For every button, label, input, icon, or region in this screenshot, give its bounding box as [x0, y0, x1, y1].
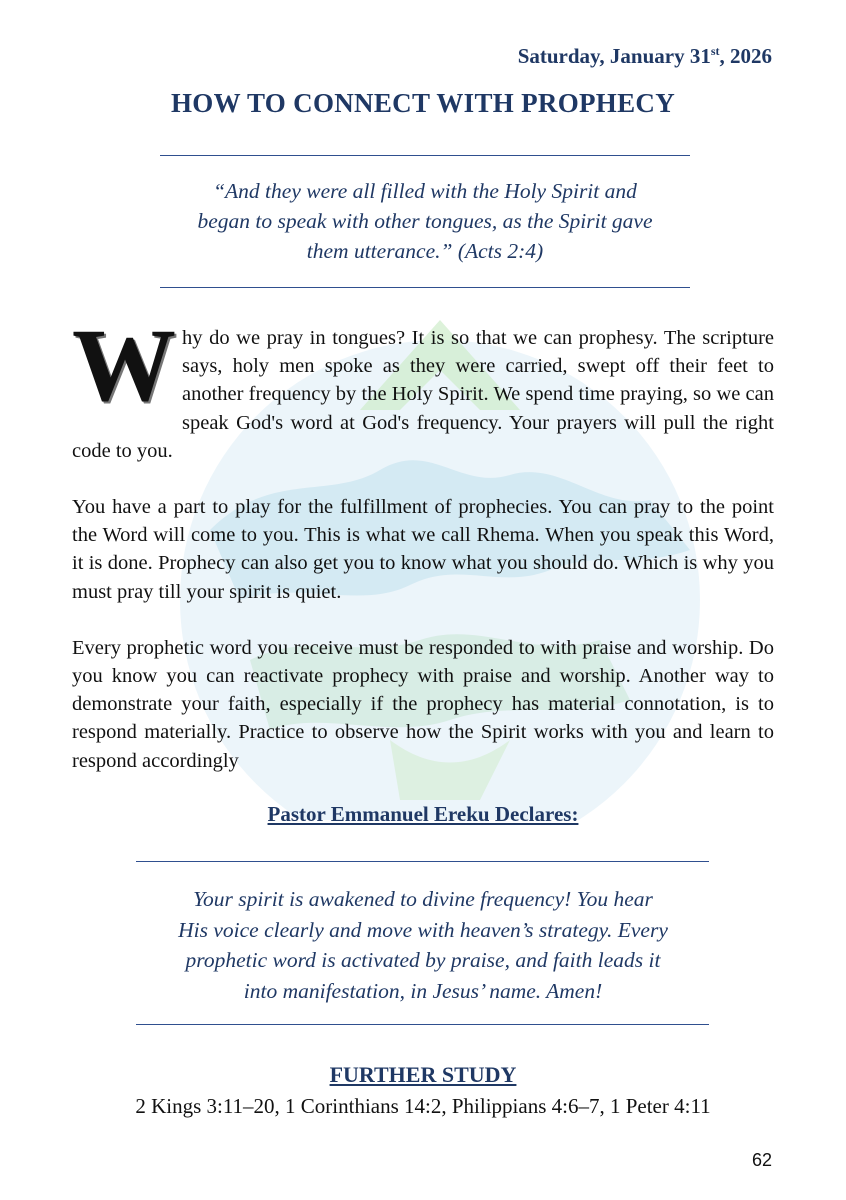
declaration-line: into manifestation, in Jesus’ name. Amen!	[243, 978, 603, 1003]
paragraph-2: You have a part to play for the fulfillment of prophecies. You can pray to the point the Word will come to you. This is what we call Rhema. When you speak this Word, it is done. Prophecy can also get you to know what you should do. Which is why you must pray till your spirit is quiet.	[72, 496, 774, 603]
date-ordinal: st	[710, 44, 720, 58]
page-title: HOW TO CONNECT WITH PROPHECY	[171, 88, 675, 118]
divider-declaration-top	[136, 861, 709, 862]
declaration-line: prophetic word is activated by praise, and faith leads it	[185, 948, 661, 972]
devotional-body	[72, 308, 774, 803]
divider-declaration-bottom	[136, 1024, 709, 1025]
date-year: , 2026	[719, 44, 772, 68]
page-number: 62	[751, 1150, 772, 1170]
declaration-text	[130, 884, 716, 1006]
scripture-verse	[150, 176, 700, 266]
paragraph-1	[72, 308, 774, 465]
further-study-references: 2 Kings 3:11–20, 1 Corinthians 14:2, Philippians 4:6–7, 1 Peter 4:11	[135, 1094, 711, 1118]
declaration-line: His voice clearly and move with heaven’s strategy. Every	[178, 917, 668, 942]
paragraph-3: Every prophetic word you receive must be responded to with praise and worship. Do you know you can reactivate prophecy with praise and worship. Another way to demonstrate your faith, especially if the prophecy has material connotation, is to respond materially. Practice to observe how the Spirit works with you and learn to respond accordingly	[72, 636, 774, 772]
verse-line: began to speak with other tongues, as the Spirit gave	[197, 209, 653, 233]
paragraph-1-text: hy do we pray in tongues? It is so that we can prophesy. The scripture says, holy men spoke as they were carried, swept off their feet to another frequency by the Holy Spirit. We spend time praying, so we can speak God's word at God's frequency. Your prayers will pull the right code to you.	[72, 327, 774, 462]
declaration-heading: Pastor Emmanuel Ereku Declares:	[267, 802, 579, 826]
verse-line: them utterance.” (Acts 2:4)	[306, 239, 544, 263]
drop-cap: W	[72, 308, 176, 423]
verse-line: “And they were all filled with the Holy Spirit and	[213, 179, 637, 203]
date-text: Saturday, January 31	[517, 44, 711, 68]
divider-top	[160, 155, 690, 156]
divider-verse-bottom	[160, 287, 690, 288]
devotional-date	[518, 44, 772, 69]
further-study-heading: FURTHER STUDY	[329, 1062, 517, 1087]
declaration-line: Your spirit is awakened to divine frequency! You hear	[193, 887, 653, 911]
